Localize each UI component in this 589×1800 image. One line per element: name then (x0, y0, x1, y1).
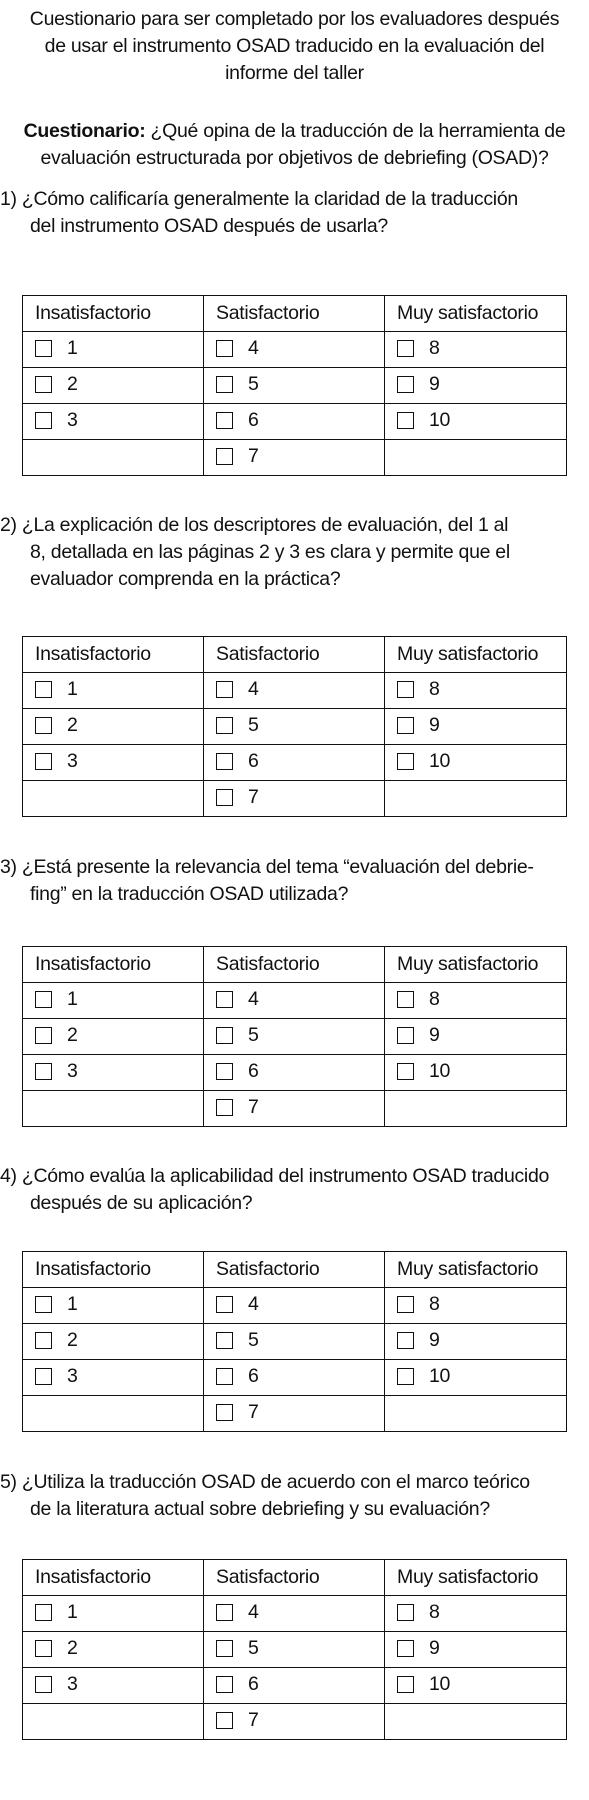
rating-option-cell (204, 1396, 385, 1432)
table-row (23, 745, 567, 781)
checkbox[interactable] (216, 340, 233, 357)
rating-option-cell (204, 1596, 385, 1632)
rating-option[interactable] (397, 988, 440, 1011)
rating-value: 2 (67, 1328, 78, 1351)
checkbox[interactable] (216, 1099, 233, 1116)
rating-value: 3 (67, 408, 78, 431)
table-row (23, 709, 567, 745)
rating-value: 6 (248, 1364, 259, 1387)
rating-option-cell (385, 1668, 567, 1704)
column-header: Muy satisfactorio (385, 1560, 567, 1596)
rating-option[interactable] (216, 1060, 259, 1083)
checkbox[interactable] (216, 448, 233, 465)
empty-cell (385, 1704, 567, 1740)
rating-option[interactable] (397, 714, 440, 737)
rating-option[interactable] (397, 1293, 440, 1316)
checkbox[interactable] (397, 1368, 414, 1385)
rating-option[interactable] (397, 1060, 450, 1083)
rating-option-cell (204, 368, 385, 404)
checkbox[interactable] (216, 681, 233, 698)
column-header: Muy satisfactorio (385, 296, 567, 332)
rating-option-cell (204, 1055, 385, 1091)
rating-option-cell (204, 1019, 385, 1055)
checkbox[interactable] (35, 991, 52, 1008)
rating-option[interactable] (35, 1673, 78, 1696)
question-1 (0, 186, 589, 240)
table-row (23, 368, 567, 404)
rating-option[interactable] (397, 1673, 450, 1696)
rating-option-cell (204, 440, 385, 476)
checkbox[interactable] (216, 717, 233, 734)
rating-option[interactable] (35, 373, 78, 396)
rating-option-cell (204, 745, 385, 781)
rating-table-4 (22, 1251, 567, 1432)
checkbox[interactable] (35, 1604, 52, 1621)
rating-value: 4 (248, 987, 259, 1010)
rating-option[interactable] (35, 1024, 78, 1047)
rating-option[interactable] (216, 1096, 259, 1119)
rating-value: 7 (248, 785, 259, 808)
checkbox[interactable] (216, 1063, 233, 1080)
rating-table-3 (22, 946, 567, 1127)
rating-option-cell (385, 1360, 567, 1396)
rating-option[interactable] (35, 1601, 78, 1624)
rating-option[interactable] (35, 1365, 78, 1388)
rating-value: 2 (67, 713, 78, 736)
empty-cell (23, 1704, 204, 1740)
checkbox[interactable] (216, 1676, 233, 1693)
rating-value: 5 (248, 1328, 259, 1351)
rating-value: 3 (67, 1672, 78, 1695)
rating-value: 9 (429, 1328, 440, 1351)
rating-option-cell (385, 673, 567, 709)
rating-option-cell (385, 368, 567, 404)
rating-option[interactable] (216, 1601, 259, 1624)
rating-option[interactable] (216, 1673, 259, 1696)
rating-value: 6 (248, 749, 259, 772)
questionnaire-intro (0, 118, 589, 172)
rating-value: 5 (248, 372, 259, 395)
rating-option-cell (385, 709, 567, 745)
table-header-row (23, 296, 567, 332)
intro-line (0, 118, 589, 145)
table-row (23, 440, 567, 476)
rating-option-cell (204, 332, 385, 368)
rating-value: 1 (67, 987, 78, 1010)
empty-cell (385, 781, 567, 817)
rating-option[interactable] (397, 1365, 450, 1388)
column-header: Insatisfactorio (23, 1560, 204, 1596)
checkbox[interactable] (35, 1368, 52, 1385)
question-3 (0, 854, 589, 908)
rating-value: 5 (248, 713, 259, 736)
rating-option[interactable] (35, 1329, 78, 1352)
column-header: Muy satisfactorio (385, 637, 567, 673)
question-text: 8, detallada en las páginas 2 y 3 es clara y permite que el (30, 541, 510, 563)
rating-value: 8 (429, 336, 440, 359)
table-row (23, 1632, 567, 1668)
rating-option-cell (385, 983, 567, 1019)
rating-option-cell (23, 1668, 204, 1704)
checkbox[interactable] (35, 376, 52, 393)
checkbox[interactable] (35, 340, 52, 357)
rating-option[interactable] (216, 373, 259, 396)
checkbox[interactable] (35, 1027, 52, 1044)
rating-table-5 (22, 1559, 567, 1740)
rating-option[interactable] (216, 678, 259, 701)
rating-value: 1 (67, 1600, 78, 1623)
rating-option[interactable] (216, 1365, 259, 1388)
checkbox[interactable] (397, 991, 414, 1008)
rating-option[interactable] (216, 1637, 259, 1660)
rating-option-cell (385, 1596, 567, 1632)
rating-option-cell (204, 1704, 385, 1740)
rating-value: 9 (429, 1023, 440, 1046)
checkbox[interactable] (397, 1296, 414, 1313)
rating-value: 6 (248, 1672, 259, 1695)
checkbox[interactable] (216, 1296, 233, 1313)
question-text: fing” en la traducción OSAD utilizada? (30, 883, 349, 905)
column-header: Satisfactorio (204, 1560, 385, 1596)
rating-value: 6 (248, 1059, 259, 1082)
rating-option[interactable] (397, 1637, 440, 1660)
rating-table-2 (22, 636, 567, 817)
rating-value: 3 (67, 1059, 78, 1082)
checkbox[interactable] (216, 412, 233, 429)
checkbox[interactable] (216, 789, 233, 806)
rating-option[interactable] (397, 1024, 440, 1047)
rating-value: 4 (248, 336, 259, 359)
rating-option-cell (385, 745, 567, 781)
rating-option-cell (23, 1324, 204, 1360)
empty-cell (23, 781, 204, 817)
rating-value: 2 (67, 1023, 78, 1046)
title-line: de usar el instrumento OSAD traducido en la evaluación del (44, 35, 545, 57)
checkbox[interactable] (35, 1063, 52, 1080)
rating-option-cell (23, 1632, 204, 1668)
intro-line: evaluación estructurada por objetivos de debriefing (OSAD)? (40, 147, 549, 169)
rating-value: 6 (248, 408, 259, 431)
table-row (23, 1055, 567, 1091)
checkbox[interactable] (216, 1368, 233, 1385)
rating-option[interactable] (35, 1293, 78, 1316)
question-5 (0, 1469, 589, 1523)
table-row (23, 404, 567, 440)
rating-option-cell (204, 983, 385, 1019)
rating-option-cell (23, 1055, 204, 1091)
rating-value: 9 (429, 713, 440, 736)
checkbox[interactable] (397, 753, 414, 770)
column-header: Muy satisfactorio (385, 1252, 567, 1288)
checkbox[interactable] (35, 1332, 52, 1349)
checkbox[interactable] (216, 1332, 233, 1349)
rating-option[interactable] (216, 337, 259, 360)
empty-cell (385, 1091, 567, 1127)
column-header: Insatisfactorio (23, 637, 204, 673)
checkbox[interactable] (216, 1027, 233, 1044)
rating-value: 8 (429, 1600, 440, 1623)
checkbox[interactable] (397, 412, 414, 429)
question-text: después de su aplicación? (30, 1192, 253, 1214)
rating-option-cell (204, 1360, 385, 1396)
rating-option-cell (23, 1019, 204, 1055)
rating-option-cell (204, 709, 385, 745)
rating-option-cell (23, 1596, 204, 1632)
empty-cell (23, 1091, 204, 1127)
rating-table-1 (22, 295, 567, 476)
question-text: 2) ¿La explicación de los descriptores de evaluación, del 1 al (0, 514, 509, 536)
rating-option[interactable] (35, 1060, 78, 1083)
table-row (23, 1668, 567, 1704)
rating-option[interactable] (216, 409, 259, 432)
column-header: Satisfactorio (204, 1252, 385, 1288)
column-header: Satisfactorio (204, 637, 385, 673)
table-row (23, 1091, 567, 1127)
question-text: del instrumento OSAD después de usarla? (30, 215, 388, 237)
checkbox[interactable] (216, 376, 233, 393)
question-text: evaluador comprenda en la práctica? (30, 568, 341, 590)
rating-value: 2 (67, 372, 78, 395)
column-header: Satisfactorio (204, 296, 385, 332)
rating-value: 3 (67, 1364, 78, 1387)
rating-value: 7 (248, 1708, 259, 1731)
checkbox[interactable] (397, 1676, 414, 1693)
question-text: 5) ¿Utiliza la traducción OSAD de acuerdo con el marco teórico (0, 1471, 530, 1493)
title-line: Cuestionario para ser completado por los evaluadores después (29, 8, 560, 30)
rating-value: 10 (429, 1364, 451, 1387)
rating-option-cell (23, 709, 204, 745)
rating-value: 4 (248, 1292, 259, 1315)
checkbox[interactable] (397, 376, 414, 393)
question-text: 4) ¿Cómo evalúa la aplicabilidad del instrumento OSAD traducido (0, 1165, 550, 1187)
rating-option[interactable] (397, 750, 450, 773)
table-header-row (23, 1560, 567, 1596)
rating-option-cell (385, 1055, 567, 1091)
rating-option[interactable] (397, 1329, 440, 1352)
checkbox[interactable] (35, 1296, 52, 1313)
rating-value: 5 (248, 1023, 259, 1046)
checkbox[interactable] (35, 1676, 52, 1693)
checkbox[interactable] (397, 1640, 414, 1657)
intro-label: Cuestionario: (23, 120, 146, 142)
table-row (23, 1596, 567, 1632)
table-row (23, 1324, 567, 1360)
rating-value: 5 (248, 1636, 259, 1659)
rating-option[interactable] (397, 409, 450, 432)
checkbox[interactable] (216, 753, 233, 770)
table-header-row (23, 1252, 567, 1288)
rating-option[interactable] (216, 445, 259, 468)
rating-value: 2 (67, 1636, 78, 1659)
checkbox[interactable] (35, 717, 52, 734)
rating-value: 4 (248, 677, 259, 700)
table-row (23, 673, 567, 709)
rating-value: 10 (429, 1672, 451, 1695)
checkbox[interactable] (216, 1604, 233, 1621)
checkbox[interactable] (397, 340, 414, 357)
rating-option-cell (23, 745, 204, 781)
column-header: Satisfactorio (204, 947, 385, 983)
intro-text: ¿Qué opina de la traducción de la herramienta de (145, 120, 566, 142)
checkbox[interactable] (216, 1640, 233, 1657)
table-row (23, 332, 567, 368)
table-header-row (23, 947, 567, 983)
rating-option-cell (23, 983, 204, 1019)
checkbox[interactable] (397, 1027, 414, 1044)
rating-option-cell (385, 332, 567, 368)
rating-value: 7 (248, 1095, 259, 1118)
rating-option[interactable] (216, 1293, 259, 1316)
checkbox[interactable] (35, 681, 52, 698)
question-text: 3) ¿Está presente la relevancia del tema “evaluación del debrie- (0, 856, 534, 878)
table-row (23, 1704, 567, 1740)
checkbox[interactable] (35, 412, 52, 429)
column-header: Muy satisfactorio (385, 947, 567, 983)
rating-value: 7 (248, 1400, 259, 1423)
rating-option-cell (204, 781, 385, 817)
table-row (23, 1019, 567, 1055)
empty-cell (385, 1396, 567, 1432)
rating-option[interactable] (35, 750, 78, 773)
rating-option[interactable] (216, 1401, 259, 1424)
rating-option-cell (204, 673, 385, 709)
rating-option-cell (23, 673, 204, 709)
table-row (23, 983, 567, 1019)
rating-option[interactable] (35, 337, 78, 360)
rating-option-cell (23, 1288, 204, 1324)
rating-value: 4 (248, 1600, 259, 1623)
rating-option[interactable] (397, 373, 440, 396)
rating-option[interactable] (397, 1601, 440, 1624)
checkbox[interactable] (397, 717, 414, 734)
table-row (23, 1360, 567, 1396)
checkbox[interactable] (397, 681, 414, 698)
question-4 (0, 1163, 589, 1217)
rating-value: 3 (67, 749, 78, 772)
rating-value: 9 (429, 1636, 440, 1659)
rating-option[interactable] (35, 714, 78, 737)
rating-option[interactable] (216, 1024, 259, 1047)
rating-option-cell (23, 404, 204, 440)
rating-option[interactable] (397, 678, 440, 701)
rating-value: 1 (67, 677, 78, 700)
checkbox[interactable] (397, 1332, 414, 1349)
table-header-row (23, 637, 567, 673)
rating-option[interactable] (35, 409, 78, 432)
checkbox[interactable] (216, 1712, 233, 1729)
column-header: Insatisfactorio (23, 947, 204, 983)
rating-value: 9 (429, 372, 440, 395)
rating-option[interactable] (216, 786, 259, 809)
rating-option-cell (204, 1091, 385, 1127)
rating-option[interactable] (35, 678, 78, 701)
checkbox[interactable] (216, 1404, 233, 1421)
rating-option[interactable] (216, 714, 259, 737)
table-row (23, 1288, 567, 1324)
title-line: informe del taller (225, 62, 364, 84)
rating-option-cell (385, 1019, 567, 1055)
table-row (23, 781, 567, 817)
rating-value: 10 (429, 749, 451, 772)
question-text: de la literatura actual sobre debriefing y su evaluación? (30, 1498, 490, 1520)
empty-cell (23, 1396, 204, 1432)
rating-option-cell (204, 404, 385, 440)
rating-option-cell (204, 1324, 385, 1360)
rating-option-cell (204, 1288, 385, 1324)
checkbox[interactable] (35, 1640, 52, 1657)
rating-option[interactable] (216, 1709, 259, 1732)
question-2 (0, 512, 589, 593)
column-header: Insatisfactorio (23, 1252, 204, 1288)
rating-option-cell (385, 404, 567, 440)
rating-option[interactable] (35, 988, 78, 1011)
rating-value: 7 (248, 444, 259, 467)
rating-option[interactable] (216, 1329, 259, 1352)
rating-option-cell (23, 368, 204, 404)
checkbox[interactable] (35, 753, 52, 770)
rating-option-cell (204, 1668, 385, 1704)
rating-option[interactable] (35, 1637, 78, 1660)
rating-option[interactable] (216, 988, 259, 1011)
empty-cell (385, 440, 567, 476)
rating-option-cell (385, 1324, 567, 1360)
checkbox[interactable] (216, 991, 233, 1008)
rating-value: 8 (429, 677, 440, 700)
question-text: 1) ¿Cómo calificaría generalmente la claridad de la traducción (0, 188, 518, 210)
rating-value: 10 (429, 408, 451, 431)
rating-value: 1 (67, 336, 78, 359)
rating-value: 10 (429, 1059, 451, 1082)
rating-value: 1 (67, 1292, 78, 1315)
rating-option[interactable] (216, 750, 259, 773)
rating-value: 8 (429, 1292, 440, 1315)
rating-option-cell (204, 1632, 385, 1668)
table-row (23, 1396, 567, 1432)
rating-option-cell (23, 332, 204, 368)
rating-option-cell (385, 1632, 567, 1668)
checkbox[interactable] (397, 1063, 414, 1080)
checkbox[interactable] (397, 1604, 414, 1621)
column-header: Insatisfactorio (23, 296, 204, 332)
rating-value: 8 (429, 987, 440, 1010)
rating-option-cell (23, 1360, 204, 1396)
rating-option-cell (385, 1288, 567, 1324)
document-title (0, 6, 589, 87)
rating-option[interactable] (397, 337, 440, 360)
empty-cell (23, 440, 204, 476)
